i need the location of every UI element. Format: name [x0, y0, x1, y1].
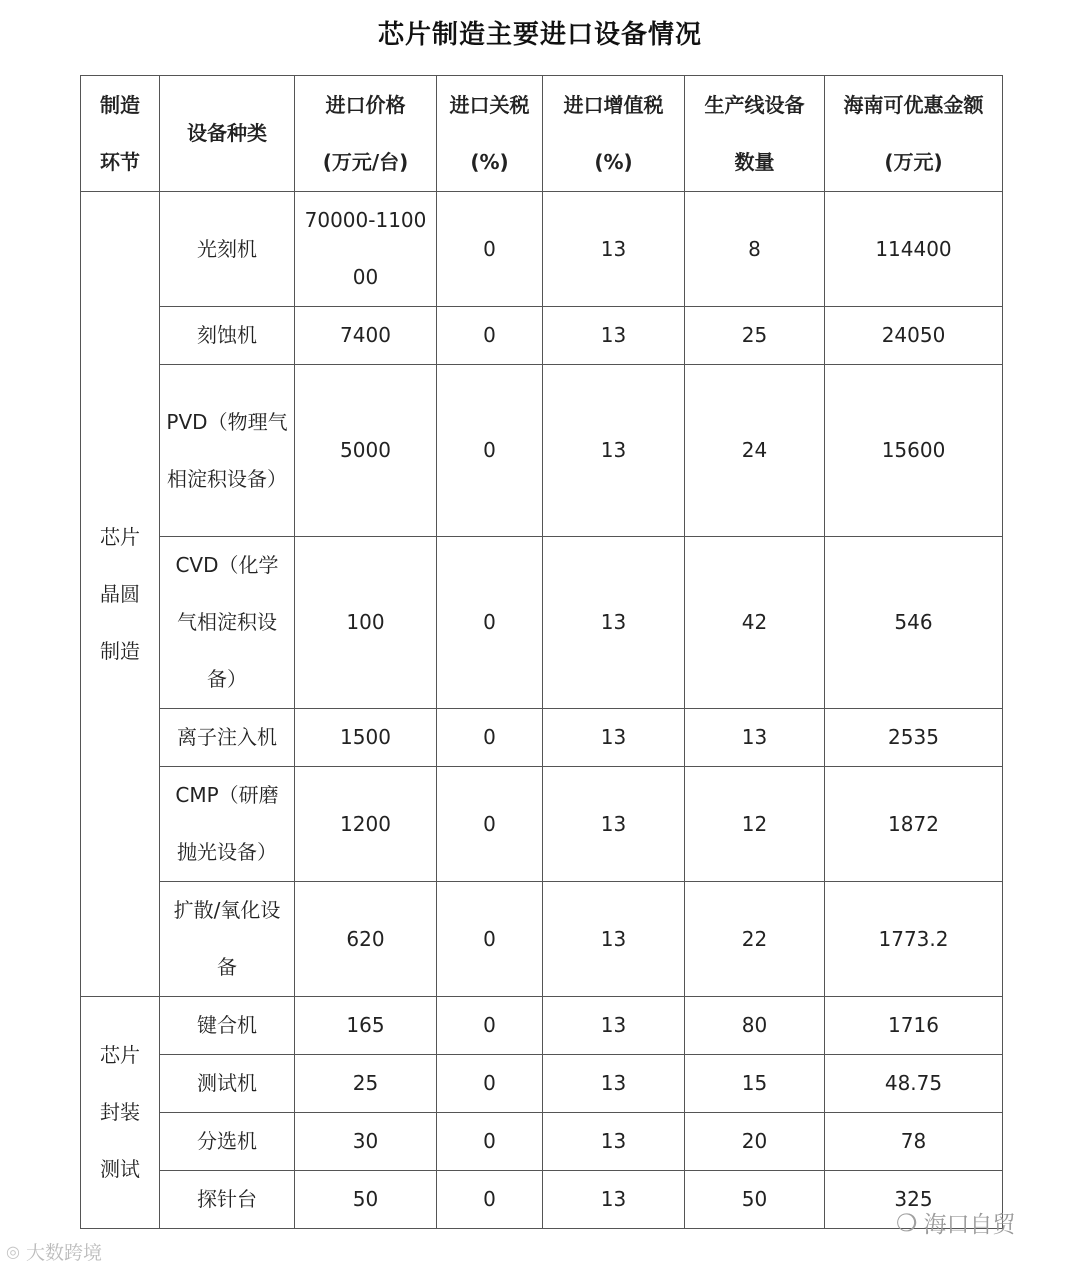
vat-cell: 13	[543, 882, 685, 997]
qty-cell: 22	[685, 882, 825, 997]
stage-cell-packaging: 芯片 封装 测试	[81, 997, 160, 1229]
table-row	[81, 997, 1003, 1055]
qty-cell: 12	[685, 767, 825, 882]
watermark-right-text: 海口自贸	[923, 1212, 1016, 1238]
watermark-left-text: 大数跨境	[25, 1242, 102, 1264]
amount-cell: 546	[825, 537, 1003, 709]
table-row	[81, 307, 1003, 365]
tariff-cell: 0	[437, 709, 543, 767]
header-qty: 生产线设备 数量	[685, 76, 825, 192]
tariff-cell: 0	[437, 1113, 543, 1171]
device-cell: 测试机	[160, 1055, 295, 1113]
table-row	[81, 537, 1003, 709]
amount-cell: 24050	[825, 307, 1003, 365]
tariff-cell: 0	[437, 192, 543, 307]
tariff-cell: 0	[437, 767, 543, 882]
table-row	[81, 1171, 1003, 1229]
equipment-table	[80, 75, 1003, 1229]
device-cell: PVD（物理气相淀积设备）	[160, 365, 295, 537]
header-amount: 海南可优惠金额 (万元)	[825, 76, 1003, 192]
qty-cell: 8	[685, 192, 825, 307]
vat-cell: 13	[543, 307, 685, 365]
table-row	[81, 882, 1003, 997]
tariff-cell: 0	[437, 307, 543, 365]
page-title: 芯片制造主要进口设备情况	[377, 20, 702, 50]
vat-cell: 13	[543, 1171, 685, 1229]
vat-cell: 13	[543, 709, 685, 767]
header-vat: 进口增值税 (%)	[543, 76, 685, 192]
device-cell: CMP（研磨抛光设备）	[160, 767, 295, 882]
qty-cell: 80	[685, 997, 825, 1055]
qty-cell: 20	[685, 1113, 825, 1171]
table-row	[81, 767, 1003, 882]
amount-cell: 1872	[825, 767, 1003, 882]
price-cell: 165	[295, 997, 437, 1055]
price-cell: 7400	[295, 307, 437, 365]
amount-cell: 1716	[825, 997, 1003, 1055]
amount-cell: 2535	[825, 709, 1003, 767]
price-cell: 100	[295, 537, 437, 709]
tariff-cell: 0	[437, 997, 543, 1055]
header-tariff: 进口关税 (%)	[437, 76, 543, 192]
vat-cell: 13	[543, 1113, 685, 1171]
amount-cell: 15600	[825, 365, 1003, 537]
vat-cell: 13	[543, 997, 685, 1055]
watermark-right	[896, 1206, 1016, 1239]
amount-cell: 48.75	[825, 1055, 1003, 1113]
price-cell: 25	[295, 1055, 437, 1113]
table-row	[81, 1055, 1003, 1113]
qty-cell: 13	[685, 709, 825, 767]
device-cell: 键合机	[160, 997, 295, 1055]
vat-cell: 13	[543, 767, 685, 882]
device-cell: 分选机	[160, 1113, 295, 1171]
header-device: 设备种类	[160, 76, 295, 192]
qty-cell: 24	[685, 365, 825, 537]
table-row	[81, 192, 1003, 307]
qty-cell: 25	[685, 307, 825, 365]
tariff-cell: 0	[437, 1171, 543, 1229]
price-cell: 50	[295, 1171, 437, 1229]
device-cell: 离子注入机	[160, 709, 295, 767]
price-cell: 30	[295, 1113, 437, 1171]
watermark-left	[6, 1238, 102, 1265]
table-row	[81, 365, 1003, 537]
table-row	[81, 709, 1003, 767]
tariff-cell: 0	[437, 882, 543, 997]
price-cell: 620	[295, 882, 437, 997]
header-row	[81, 76, 1003, 192]
vat-cell: 13	[543, 1055, 685, 1113]
tariff-cell: 0	[437, 365, 543, 537]
price-cell: 5000	[295, 365, 437, 537]
amount-cell: 1773.2	[825, 882, 1003, 997]
tariff-cell: 0	[437, 537, 543, 709]
stage-cell-wafer: 芯片 晶圆 制造	[81, 192, 160, 997]
qty-cell: 42	[685, 537, 825, 709]
vat-cell: 13	[543, 537, 685, 709]
header-price: 进口价格 (万元/台)	[295, 76, 437, 192]
price-cell: 1200	[295, 767, 437, 882]
device-cell: 扩散/氧化设备	[160, 882, 295, 997]
qty-cell: 50	[685, 1171, 825, 1229]
device-cell: CVD（化学气相淀积设备）	[160, 537, 295, 709]
amount-cell: 325	[825, 1171, 1003, 1229]
device-cell: 探针台	[160, 1171, 295, 1229]
table-row	[81, 1113, 1003, 1171]
vat-cell: 13	[543, 365, 685, 537]
device-cell: 光刻机	[160, 192, 295, 307]
tariff-cell: 0	[437, 1055, 543, 1113]
dsk-logo-icon: ◎	[6, 1242, 20, 1261]
qty-cell: 15	[685, 1055, 825, 1113]
amount-cell: 78	[825, 1113, 1003, 1171]
header-stage: 制造 环节	[81, 76, 160, 192]
price-cell: 1500	[295, 709, 437, 767]
amount-cell: 114400	[825, 192, 1003, 307]
device-cell: 刻蚀机	[160, 307, 295, 365]
wechat-icon: ❍	[896, 1208, 918, 1237]
price-cell: 70000-110000	[295, 192, 437, 307]
vat-cell: 13	[543, 192, 685, 307]
